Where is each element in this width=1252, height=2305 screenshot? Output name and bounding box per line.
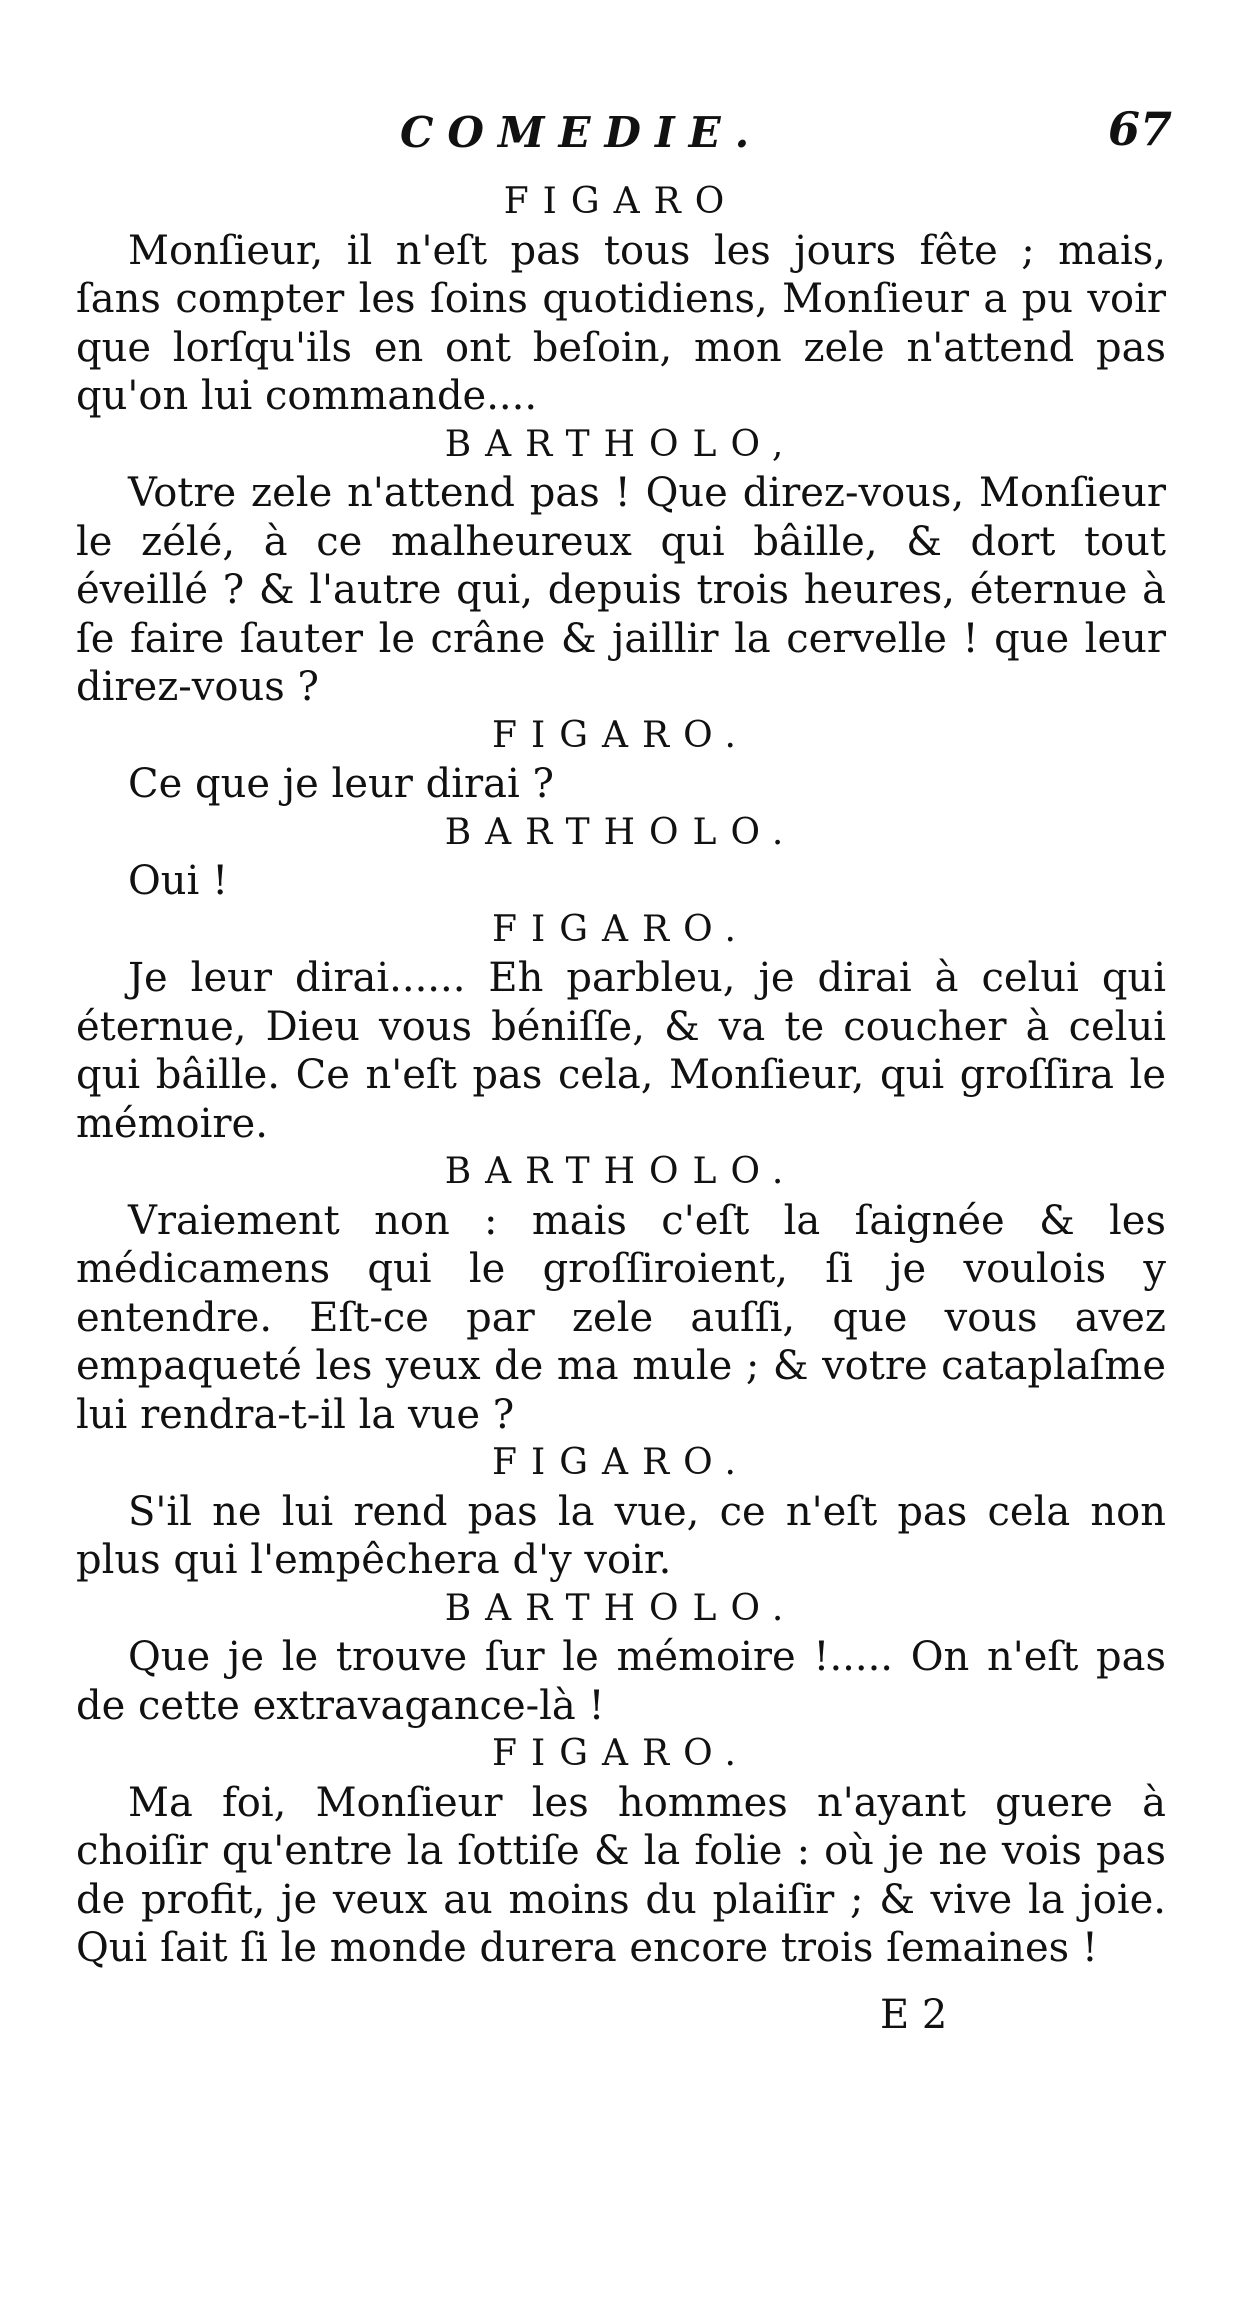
speech-text: S'il ne lui rend pas la vue, ce n'eſt pas cela non plus qui l'empêchera d'y voir. bbox=[76, 1488, 1166, 1583]
speaker-name: BARTHOLO, bbox=[444, 423, 798, 465]
speech-text: Ce que je leur dirai ? bbox=[128, 761, 554, 807]
running-title: COMEDIE. bbox=[400, 108, 764, 157]
signature-mark: E 2 bbox=[880, 1992, 948, 2038]
speech-text: Oui ! bbox=[128, 858, 229, 904]
speaker-name: BARTHOLO. bbox=[444, 811, 798, 853]
speaker-name: FIGARO bbox=[503, 181, 739, 222]
speech-text: Votre zele n'attend pas ! Que direz-vous, Monſieur le zélé, à ce malheureux qui bâille, & dort tout éveillé ? & l'autre qui, depuis trois heures, éternue à ſe faire ſauter le crâne & jaillir la cervelle ! que leur direz-vous ? bbox=[76, 470, 1166, 710]
speaker-name: FIGARO. bbox=[492, 714, 750, 756]
speech-text: Que je le trouve ſur le mémoire !..... On n'eſt pas de cette extravagance-là ! bbox=[76, 1634, 1166, 1729]
running-head bbox=[0, 102, 1252, 168]
speech-text: Ma foi, Monſieur les hommes n'ayant guere à choiſir qu'entre la ſottiſe & la folie : où je ne vois pas de profit, je veux au moins du plaiſir ; & vive la joie. Qui ſait ſi le monde durera encore trois ſemaines ! bbox=[76, 1779, 1166, 1971]
speaker-name: FIGARO. bbox=[492, 1733, 750, 1774]
page-number: 67 bbox=[1108, 102, 1173, 156]
speaker-name: FIGARO. bbox=[492, 1442, 750, 1483]
speaker-name: BARTHOLO. bbox=[444, 1151, 798, 1192]
speech-text: Monſieur, il n'eſt pas tous les jours fête ; mais, ſans compter les ſoins quotidiens, Monſieur a pu voir que lorſqu'ils en ont beſoin, mon zele n'attend pas qu'on lui commande.... bbox=[76, 227, 1166, 419]
speaker-name: BARTHOLO. bbox=[444, 1587, 798, 1629]
speaker-name: FIGARO. bbox=[492, 908, 750, 950]
speech-text: Vraiement non : mais c'eſt la ſaignée & les médicamens qui le groſſiroient, ſi je voulois y entendre. Eſt-ce par zele auſſi, que vous avez empaqueté les yeux de ma mule ; & votre cataplaſme lui rendra-t-il la vue ? bbox=[76, 1197, 1166, 1438]
dialogue-body bbox=[76, 178, 1166, 1973]
speech-text: Je leur dirai...... Eh parbleu, je dirai à celui qui éternue, Dieu vous béniſſe, & va te coucher à celui qui bâille. Ce n'eſt pas cela, Monſieur, qui groſſira le mémoire. bbox=[76, 955, 1166, 1147]
